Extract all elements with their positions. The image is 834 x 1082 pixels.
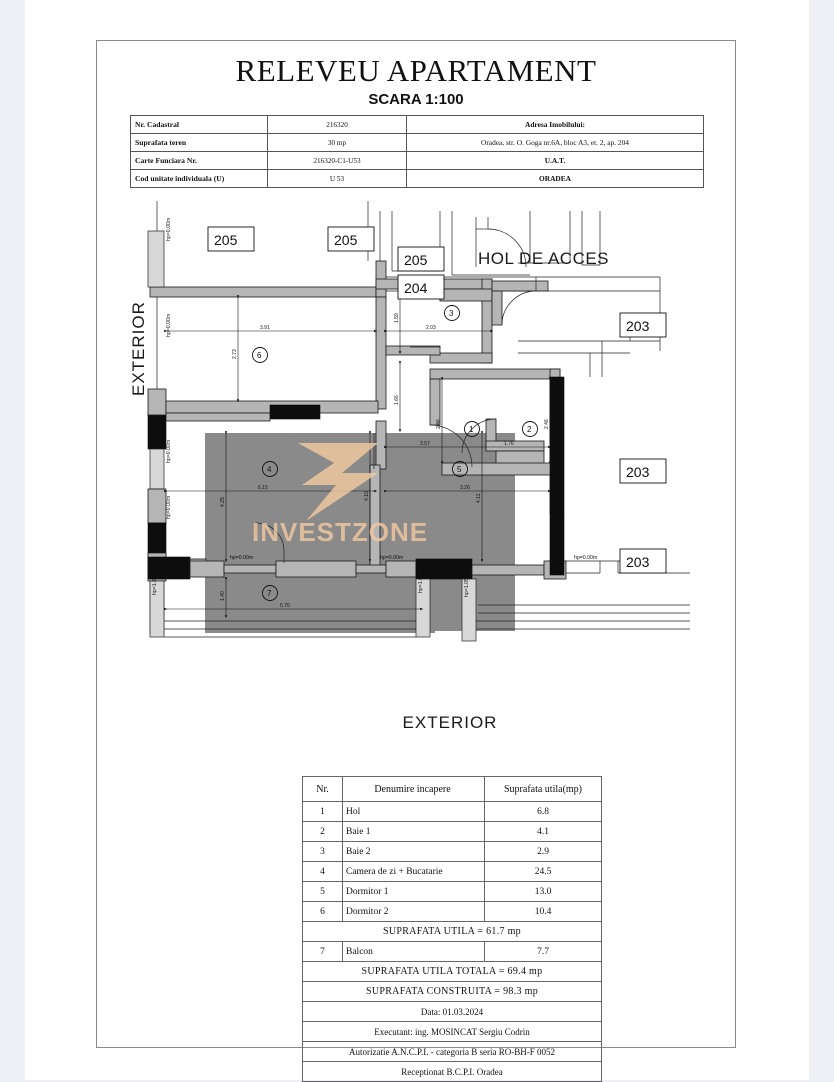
height-note: hp=1.05m — [464, 573, 470, 597]
table-row — [303, 902, 602, 922]
floor-plan-drawing — [130, 201, 770, 701]
table-row-subtotal — [303, 922, 602, 942]
table-row-footer — [303, 1062, 602, 1082]
header-label: Suprafata teren — [131, 134, 268, 152]
header-value: 30 mp — [268, 134, 407, 152]
header-value: 216320-C1-U53 — [268, 152, 407, 170]
exterior-label-bottom: EXTERIOR — [402, 713, 498, 732]
height-note: hp=1.05m — [152, 571, 158, 595]
room-nr: 5 — [303, 882, 343, 902]
room-nr: 3 — [303, 842, 343, 862]
page-title: RELEVEU APARTAMENT — [235, 53, 597, 88]
document-page — [25, 0, 809, 1080]
room-name: Baie 2 — [343, 842, 485, 862]
height-note: hp=0.00m — [166, 495, 172, 519]
dimension-label: 5.70 — [280, 603, 290, 609]
neighbor-label: 204 — [404, 280, 428, 296]
header-right: Adresa Imobilului: — [407, 116, 704, 134]
reception-office: Receptionat B.C.P.I. Oradea — [303, 1062, 602, 1082]
dimension-label: 3.26 — [460, 485, 470, 491]
table-row — [303, 862, 602, 882]
table-row — [131, 170, 704, 188]
executant-name: Executant: ing. MOSINCAT Sergiu Codrin — [303, 1022, 602, 1042]
table-row-total — [303, 962, 602, 982]
dimension-label: 2.73 — [232, 349, 238, 359]
neighbor-label: 203 — [626, 464, 650, 480]
table-row — [303, 822, 602, 842]
room-marker: 4 — [267, 465, 272, 474]
room-marker: 6 — [257, 351, 262, 360]
table-row — [131, 152, 704, 170]
room-name: Camera de zi + Bucatarie — [343, 862, 485, 882]
height-note: hp=0.00m — [166, 313, 172, 337]
dimension-label: 1.59 — [394, 313, 400, 323]
room-marker: 3 — [449, 309, 454, 318]
floor-plan — [130, 201, 770, 746]
neighbor-label: 205 — [214, 232, 238, 248]
table-row — [303, 842, 602, 862]
dimension-label: 1.40 — [220, 591, 226, 601]
room-nr: 2 — [303, 822, 343, 842]
table-row-footer — [303, 1002, 602, 1022]
room-area: 10.4 — [485, 902, 602, 922]
room-area: 24.5 — [485, 862, 602, 882]
height-note: hp=1.05m — [418, 569, 424, 593]
header-label: Nr. Cadastral — [131, 116, 268, 134]
room-nr: 6 — [303, 902, 343, 922]
svg-text:INVESTZONE: INVESTZONE — [252, 517, 429, 547]
room-nr: 4 — [303, 862, 343, 882]
table-row-footer — [303, 1022, 602, 1042]
room-name: Dormitor 2 — [343, 902, 485, 922]
subtotal-useful-area: SUPRAFATA UTILA = 61.7 mp — [303, 922, 602, 942]
dimension-label: 6.15 — [258, 485, 268, 491]
table-header-row — [303, 777, 602, 802]
survey-date: Data: 01.03.2024 — [303, 1002, 602, 1022]
neighbor-label: 203 — [626, 554, 650, 570]
dimension-label: 2.46 — [436, 419, 442, 429]
height-note: hp=0.00m — [574, 555, 598, 561]
column-header-nr: Nr. — [303, 777, 343, 802]
column-header-name: Denumire incapere — [343, 777, 485, 802]
header-label: Cod unitate individuala (U) — [131, 170, 268, 188]
height-note: hp=0.00m — [380, 555, 404, 561]
room-area: 4.1 — [485, 822, 602, 842]
table-row — [303, 802, 602, 822]
table-row-total — [303, 982, 602, 1002]
header-right: ORADEA — [407, 170, 704, 188]
height-note: hp=0.00m — [230, 555, 254, 561]
table-row — [303, 882, 602, 902]
header-value: 216320 — [268, 116, 407, 134]
table-row-footer — [303, 1042, 602, 1062]
table-row — [131, 134, 704, 152]
room-marker: 2 — [527, 425, 532, 434]
exterior-label-left: EXTERIOR — [129, 301, 148, 396]
dimension-label: 1.76 — [504, 441, 514, 447]
total-useful-area: SUPRAFATA UTILA TOTALA = 69.4 mp — [303, 962, 602, 982]
room-area: 6.8 — [485, 802, 602, 822]
authorization-number: Autorizatie A.N.C.P.I. - categoria B seria RO-BH-F 0052 — [303, 1042, 602, 1062]
room-name: Hol — [343, 802, 485, 822]
scale-label: SCARA 1:100 — [368, 91, 464, 108]
height-note: hp=0.00m — [166, 217, 172, 241]
room-marker: 7 — [267, 589, 272, 598]
total-built-area: SUPRAFATA CONSTRUITA = 98.3 mp — [303, 982, 602, 1002]
neighbor-label: 205 — [404, 252, 428, 268]
room-name: Baie 1 — [343, 822, 485, 842]
room-schedule-table — [302, 776, 602, 1082]
header-right: Oradea, str. O. Goga nr.6A, bloc A3, et. 2, ap. 204 — [407, 134, 704, 152]
dimension-label: 3.91 — [260, 325, 270, 331]
dimension-label: 4.25 — [220, 497, 226, 507]
table-row — [131, 116, 704, 134]
room-area: 7.7 — [485, 942, 602, 962]
hall-label: HOL DE ACCES — [478, 249, 610, 268]
room-name: Dormitor 1 — [343, 882, 485, 902]
height-note: hp=0.00m — [166, 439, 172, 463]
cadastral-header-table — [130, 115, 704, 188]
header-label: Carte Funciara Nr. — [131, 152, 268, 170]
header-value: U 53 — [268, 170, 407, 188]
dimension-label: 3.57 — [420, 441, 430, 447]
room-marker: 1 — [469, 425, 474, 434]
dimension-label: 4.10 — [364, 491, 370, 501]
table-row — [303, 942, 602, 962]
dimension-label: 4.11 — [476, 493, 482, 503]
document-frame — [96, 40, 736, 1077]
room-area: 2.9 — [485, 842, 602, 862]
dimension-label: 2.03 — [426, 325, 436, 331]
room-nr: 1 — [303, 802, 343, 822]
room-name: Balcon — [343, 942, 485, 962]
neighbor-label: 203 — [626, 318, 650, 334]
room-marker: 5 — [457, 465, 462, 474]
dimension-label: 1.66 — [394, 395, 400, 405]
neighbor-label: 205 — [334, 232, 358, 248]
header-right: U.A.T. — [407, 152, 704, 170]
dimension-label: 2.46 — [544, 419, 550, 429]
column-header-area: Suprafata utila(mp) — [485, 777, 602, 802]
room-nr: 7 — [303, 942, 343, 962]
room-area: 13.0 — [485, 882, 602, 902]
